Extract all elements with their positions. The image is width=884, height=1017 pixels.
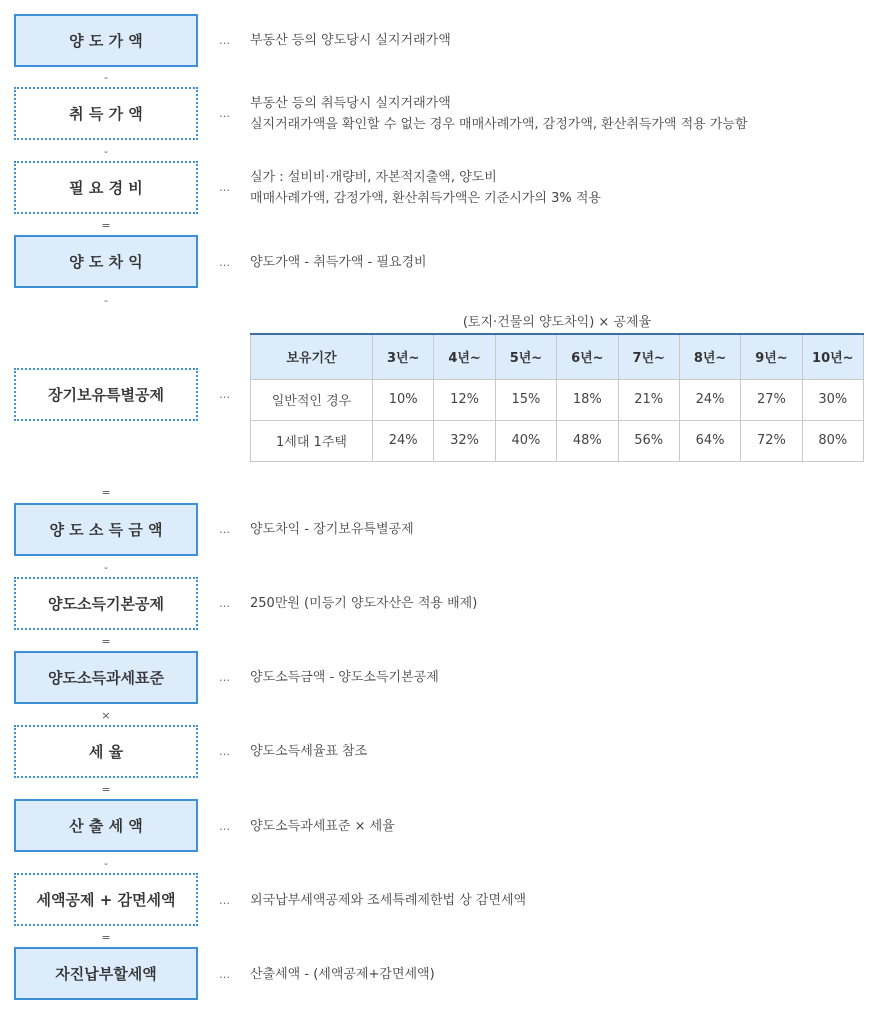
description-line: 양도소득금액 - 양도소득기본공제	[250, 670, 439, 685]
table-cell: 18%	[557, 379, 618, 420]
step-box-tax-rate: 세 율	[14, 725, 198, 778]
step-description	[250, 167, 601, 209]
step-box-self-payment-tax: 자진납부할세액	[14, 947, 198, 1000]
ellipsis: …	[219, 107, 230, 120]
step-box-transfer-gain: 양 도 차 익	[14, 235, 198, 288]
description-line: 외국납부세액공제와 조세특례제한법 상 감면세액	[250, 893, 527, 908]
step-description	[250, 593, 477, 614]
table-cell: 27%	[741, 379, 802, 420]
operator-minus: -	[104, 145, 108, 158]
table-cell: 56%	[618, 420, 679, 461]
description-line: 부동산 등의 양도당시 실지거래가액	[250, 33, 451, 48]
operator-minus: -	[104, 561, 108, 574]
operator-equals: =	[101, 219, 111, 232]
step-description	[250, 252, 427, 273]
table-cell: 48%	[557, 420, 618, 461]
table-row	[251, 420, 864, 461]
step-box-necessary-expenses: 필 요 경 비	[14, 161, 198, 214]
description-line: 양도소득과세표준 × 세율	[250, 819, 395, 834]
step-description	[250, 93, 748, 135]
description-line: 부동산 등의 취득당시 실지거래가액	[250, 96, 451, 111]
operator-minus: -	[104, 294, 108, 307]
description-line: 양도소득세율표 참조	[250, 744, 368, 759]
ellipsis: …	[219, 671, 230, 684]
ellipsis: …	[219, 894, 230, 907]
step-description	[250, 667, 439, 688]
table-cell: 21%	[618, 379, 679, 420]
step-box-tax-credit-reduction: 세액공제 + 감면세액	[14, 873, 198, 926]
header-cell: 4년~	[434, 334, 495, 379]
operator-minus: -	[104, 857, 108, 870]
operator-equals: =	[101, 635, 111, 648]
step-box-long-term-deduction: 장기보유특별공제	[14, 368, 198, 421]
description-line: 250만원 (미등기 양도자산은 적용 배제)	[250, 596, 478, 611]
description-line: 매매사례가액, 감정가액, 환산취득가액은 기준시가의 3% 적용	[250, 191, 601, 206]
table-cell: 80%	[802, 420, 863, 461]
ellipsis: …	[219, 597, 230, 610]
operator-times: ×	[101, 709, 111, 722]
header-cell: 10년~	[802, 334, 863, 379]
table-cell: 24%	[679, 379, 740, 420]
table-caption: (토지·건물의 양도차익) × 공제율	[462, 315, 652, 330]
table-header-row	[251, 334, 864, 379]
ellipsis: …	[219, 34, 230, 47]
operator-equals: =	[101, 931, 111, 944]
ellipsis: …	[219, 523, 230, 536]
step-description	[250, 890, 526, 911]
table-cell: 일반적인 경우	[251, 379, 373, 420]
table-cell: 1세대 1주택	[251, 420, 373, 461]
description-line: 실지거래가액을 확인할 수 없는 경우 매매사례가액, 감정가액, 환산취득가액 적용 가능함	[250, 117, 748, 132]
table-cell: 32%	[434, 420, 495, 461]
table-cell: 64%	[679, 420, 740, 461]
deduction-rate-table	[250, 333, 864, 462]
header-cell: 보유기간	[251, 334, 373, 379]
table-cell: 30%	[802, 379, 863, 420]
step-description	[250, 30, 451, 51]
table-cell: 15%	[495, 379, 556, 420]
step-box-calculated-tax: 산 출 세 액	[14, 799, 198, 852]
operator-equals: =	[101, 486, 111, 499]
table-cell: 24%	[373, 420, 434, 461]
header-cell: 7년~	[618, 334, 679, 379]
step-box-basic-deduction: 양도소득기본공제	[14, 577, 198, 630]
step-description	[250, 519, 414, 540]
header-cell: 6년~	[557, 334, 618, 379]
ellipsis: …	[219, 388, 230, 401]
step-description	[250, 964, 435, 985]
ellipsis: …	[219, 745, 230, 758]
ellipsis: …	[219, 256, 230, 269]
operator-equals: =	[101, 783, 111, 796]
description-line: 산출세액 - (세액공제+감면세액)	[250, 967, 435, 982]
table-cell: 40%	[495, 420, 556, 461]
header-cell: 8년~	[679, 334, 740, 379]
ellipsis: …	[219, 181, 230, 194]
step-box-tax-base: 양도소득과세표준	[14, 651, 198, 704]
step-box-transfer-income: 양 도 소 득 금 액	[14, 503, 198, 556]
header-cell: 5년~	[495, 334, 556, 379]
ellipsis: …	[219, 820, 230, 833]
header-cell: 9년~	[741, 334, 802, 379]
operator-minus: -	[104, 71, 108, 84]
description-line: 실가 : 설비비·개량비, 자본적지출액, 양도비	[250, 170, 497, 185]
header-cell: 3년~	[373, 334, 434, 379]
table-cell: 10%	[373, 379, 434, 420]
step-description	[250, 741, 367, 762]
table-cell: 72%	[741, 420, 802, 461]
table-cell: 12%	[434, 379, 495, 420]
table-row	[251, 379, 864, 420]
step-description	[250, 816, 395, 837]
description-line: 양도차익 - 장기보유특별공제	[250, 522, 414, 537]
step-box-transfer-price: 양 도 가 액	[14, 14, 198, 67]
ellipsis: …	[219, 968, 230, 981]
step-box-acquisition-price: 취 득 가 액	[14, 87, 198, 140]
description-line: 양도가액 - 취득가액 - 필요경비	[250, 255, 427, 270]
